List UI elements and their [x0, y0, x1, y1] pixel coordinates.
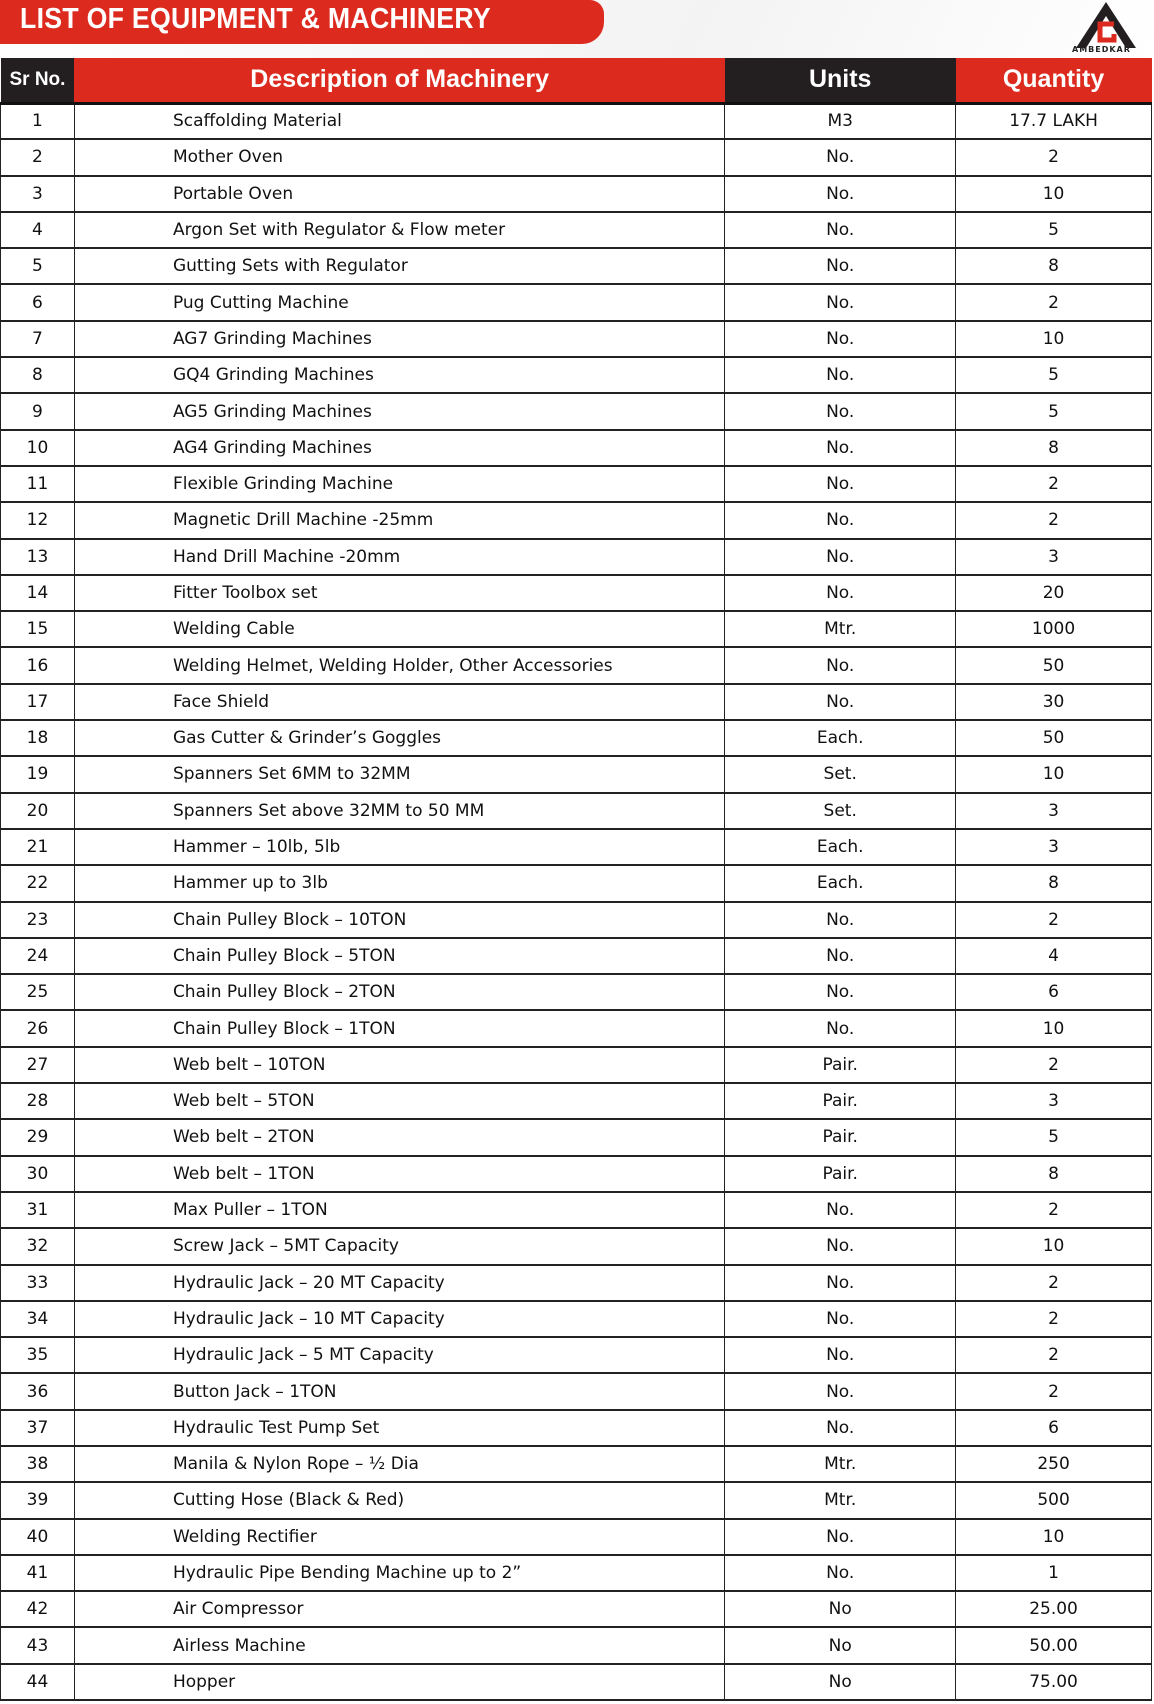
- title-banner: [0, 0, 604, 44]
- cell-description: AG7 Grinding Machines: [74, 321, 724, 357]
- table-row: [1, 1446, 1152, 1482]
- cell-sr-no: 24: [1, 938, 75, 974]
- cell-quantity: 500: [956, 1482, 1152, 1518]
- cell-units: Each.: [725, 829, 956, 865]
- cell-sr-no: 7: [1, 321, 75, 357]
- cell-sr-no: 30: [1, 1156, 75, 1192]
- cell-quantity: 2: [956, 502, 1152, 538]
- cell-description: Chain Pulley Block – 1TON: [74, 1010, 724, 1046]
- cell-quantity: 5: [956, 212, 1152, 248]
- cell-units: No.: [725, 1373, 956, 1409]
- cell-units: Mtr.: [725, 611, 956, 647]
- cell-units: Set.: [725, 793, 956, 829]
- cell-units: No.: [725, 466, 956, 502]
- cell-quantity: 8: [956, 248, 1152, 284]
- cell-description: Hydraulic Jack – 10 MT Capacity: [74, 1301, 724, 1337]
- cell-description: Hammer – 10lb, 5lb: [74, 829, 724, 865]
- cell-description: Max Puller – 1TON: [74, 1192, 724, 1228]
- cell-quantity: 10: [956, 756, 1152, 792]
- table-row: [1, 1627, 1152, 1663]
- table-row: [1, 393, 1152, 429]
- cell-description: AG5 Grinding Machines: [74, 393, 724, 429]
- cell-quantity: 4: [956, 938, 1152, 974]
- cell-quantity: 250: [956, 1446, 1152, 1482]
- cell-quantity: 10: [956, 176, 1152, 212]
- cell-description: Web belt – 10TON: [74, 1047, 724, 1083]
- table-row: [1, 1373, 1152, 1409]
- cell-sr-no: 20: [1, 793, 75, 829]
- header-sr-no: Sr No.: [1, 58, 75, 103]
- cell-description: Web belt – 1TON: [74, 1156, 724, 1192]
- cell-sr-no: 17: [1, 684, 75, 720]
- table-row: [1, 139, 1152, 175]
- cell-quantity: 6: [956, 1410, 1152, 1446]
- cell-quantity: 17.7 LAKH: [956, 103, 1152, 139]
- cell-description: Manila & Nylon Rope – ½ Dia: [74, 1446, 724, 1482]
- cell-units: Pair.: [725, 1119, 956, 1155]
- cell-quantity: 5: [956, 357, 1152, 393]
- cell-description: Hammer up to 3lb: [74, 865, 724, 901]
- cell-description: Chain Pulley Block – 2TON: [74, 974, 724, 1010]
- cell-description: Hopper: [74, 1664, 724, 1700]
- cell-quantity: 50.00: [956, 1627, 1152, 1663]
- cell-units: No: [725, 1664, 956, 1700]
- cell-quantity: 20: [956, 575, 1152, 611]
- cell-sr-no: 12: [1, 502, 75, 538]
- cell-sr-no: 43: [1, 1627, 75, 1663]
- cell-quantity: 2: [956, 284, 1152, 320]
- cell-description: Fitter Toolbox set: [74, 575, 724, 611]
- table-row: [1, 430, 1152, 466]
- table-row: [1, 1156, 1152, 1192]
- cell-units: No.: [725, 1337, 956, 1373]
- cell-quantity: 10: [956, 321, 1152, 357]
- cell-quantity: 10: [956, 1010, 1152, 1046]
- cell-description: Welding Helmet, Welding Holder, Other Accessories: [74, 647, 724, 683]
- cell-sr-no: 21: [1, 829, 75, 865]
- cell-sr-no: 15: [1, 611, 75, 647]
- table-row: [1, 1410, 1152, 1446]
- cell-sr-no: 8: [1, 357, 75, 393]
- cell-quantity: 10: [956, 1519, 1152, 1555]
- cell-sr-no: 13: [1, 539, 75, 575]
- cell-units: Pair.: [725, 1156, 956, 1192]
- cell-sr-no: 37: [1, 1410, 75, 1446]
- cell-sr-no: 34: [1, 1301, 75, 1337]
- cell-description: Spanners Set 6MM to 32MM: [74, 756, 724, 792]
- table-row: [1, 1337, 1152, 1373]
- cell-quantity: 2: [956, 1047, 1152, 1083]
- table-row: [1, 284, 1152, 320]
- cell-quantity: 3: [956, 1083, 1152, 1119]
- table-row: [1, 248, 1152, 284]
- cell-sr-no: 26: [1, 1010, 75, 1046]
- table-row: [1, 793, 1152, 829]
- cell-sr-no: 40: [1, 1519, 75, 1555]
- equipment-table: [0, 58, 1152, 1701]
- table-row: [1, 1083, 1152, 1119]
- cell-sr-no: 39: [1, 1482, 75, 1518]
- table-row: [1, 212, 1152, 248]
- cell-units: No.: [725, 938, 956, 974]
- table-row: [1, 1119, 1152, 1155]
- cell-quantity: 8: [956, 430, 1152, 466]
- cell-description: Chain Pulley Block – 5TON: [74, 938, 724, 974]
- cell-sr-no: 6: [1, 284, 75, 320]
- cell-units: No.: [725, 1519, 956, 1555]
- cell-sr-no: 4: [1, 212, 75, 248]
- cell-description: Hydraulic Test Pump Set: [74, 1410, 724, 1446]
- table-row: [1, 1192, 1152, 1228]
- cell-units: No.: [725, 684, 956, 720]
- cell-quantity: 2: [956, 1337, 1152, 1373]
- cell-description: Chain Pulley Block – 10TON: [74, 902, 724, 938]
- cell-description: Hydraulic Jack – 20 MT Capacity: [74, 1265, 724, 1301]
- cell-sr-no: 38: [1, 1446, 75, 1482]
- cell-quantity: 50: [956, 720, 1152, 756]
- cell-sr-no: 18: [1, 720, 75, 756]
- cell-quantity: 50: [956, 647, 1152, 683]
- cell-quantity: 2: [956, 902, 1152, 938]
- cell-units: No.: [725, 357, 956, 393]
- cell-quantity: 6: [956, 974, 1152, 1010]
- cell-units: No.: [725, 1555, 956, 1591]
- cell-units: No.: [725, 902, 956, 938]
- table-row: [1, 1228, 1152, 1264]
- cell-sr-no: 25: [1, 974, 75, 1010]
- cell-description: Gas Cutter & Grinder’s Goggles: [74, 720, 724, 756]
- cell-sr-no: 23: [1, 902, 75, 938]
- table-row: [1, 357, 1152, 393]
- table-row: [1, 1591, 1152, 1627]
- cell-description: Screw Jack – 5MT Capacity: [74, 1228, 724, 1264]
- cell-quantity: 2: [956, 466, 1152, 502]
- cell-units: No.: [725, 139, 956, 175]
- cell-units: No.: [725, 1265, 956, 1301]
- cell-units: Set.: [725, 756, 956, 792]
- cell-sr-no: 28: [1, 1083, 75, 1119]
- cell-description: Cutting Hose (Black & Red): [74, 1482, 724, 1518]
- table-row: [1, 756, 1152, 792]
- cell-sr-no: 10: [1, 430, 75, 466]
- cell-units: No.: [725, 1228, 956, 1264]
- cell-sr-no: 14: [1, 575, 75, 611]
- cell-sr-no: 1: [1, 103, 75, 139]
- table-row: [1, 539, 1152, 575]
- cell-description: Pug Cutting Machine: [74, 284, 724, 320]
- cell-units: No.: [725, 284, 956, 320]
- table-row: [1, 321, 1152, 357]
- table-row: [1, 1047, 1152, 1083]
- cell-description: Web belt – 2TON: [74, 1119, 724, 1155]
- table-row: [1, 1301, 1152, 1337]
- cell-quantity: 3: [956, 539, 1152, 575]
- cell-quantity: 3: [956, 793, 1152, 829]
- cell-quantity: 1000: [956, 611, 1152, 647]
- table-row: [1, 974, 1152, 1010]
- cell-quantity: 8: [956, 865, 1152, 901]
- table-row: [1, 575, 1152, 611]
- cell-quantity: 5: [956, 1119, 1152, 1155]
- table-row: [1, 611, 1152, 647]
- cell-units: No: [725, 1591, 956, 1627]
- cell-sr-no: 9: [1, 393, 75, 429]
- cell-sr-no: 36: [1, 1373, 75, 1409]
- cell-units: No.: [725, 176, 956, 212]
- cell-description: Welding Rectifier: [74, 1519, 724, 1555]
- cell-description: Flexible Grinding Machine: [74, 466, 724, 502]
- cell-sr-no: 44: [1, 1664, 75, 1700]
- cell-description: Hydraulic Pipe Bending Machine up to 2”: [74, 1555, 724, 1591]
- cell-units: No.: [725, 321, 956, 357]
- cell-description: Scaffolding Material: [74, 103, 724, 139]
- table-row: [1, 1555, 1152, 1591]
- cell-sr-no: 32: [1, 1228, 75, 1264]
- cell-units: No.: [725, 430, 956, 466]
- cell-units: No.: [725, 1301, 956, 1337]
- cell-description: Gutting Sets with Regulator: [74, 248, 724, 284]
- cell-quantity: 5: [956, 393, 1152, 429]
- cell-sr-no: 35: [1, 1337, 75, 1373]
- cell-sr-no: 42: [1, 1591, 75, 1627]
- cell-quantity: 2: [956, 1301, 1152, 1337]
- cell-units: Pair.: [725, 1047, 956, 1083]
- cell-sr-no: 2: [1, 139, 75, 175]
- table-row: [1, 829, 1152, 865]
- cell-quantity: 1: [956, 1555, 1152, 1591]
- cell-description: Argon Set with Regulator & Flow meter: [74, 212, 724, 248]
- cell-quantity: 75.00: [956, 1664, 1152, 1700]
- table-row: [1, 902, 1152, 938]
- cell-sr-no: 29: [1, 1119, 75, 1155]
- cell-units: No.: [725, 974, 956, 1010]
- logo-text: AMBEDKAR: [1072, 45, 1131, 54]
- cell-units: No.: [725, 1410, 956, 1446]
- cell-units: No.: [725, 575, 956, 611]
- cell-description: Spanners Set above 32MM to 50 MM: [74, 793, 724, 829]
- cell-units: No: [725, 1627, 956, 1663]
- cell-sr-no: 3: [1, 176, 75, 212]
- cell-description: Face Shield: [74, 684, 724, 720]
- cell-description: Button Jack – 1TON: [74, 1373, 724, 1409]
- cell-description: GQ4 Grinding Machines: [74, 357, 724, 393]
- cell-description: Magnetic Drill Machine -25mm: [74, 502, 724, 538]
- cell-description: Hand Drill Machine -20mm: [74, 539, 724, 575]
- table-row: [1, 502, 1152, 538]
- cell-units: No.: [725, 502, 956, 538]
- cell-units: No.: [725, 1192, 956, 1228]
- table-row: [1, 466, 1152, 502]
- header-description: Description of Machinery: [74, 58, 724, 103]
- header-units: Units: [725, 58, 956, 103]
- cell-quantity: 3: [956, 829, 1152, 865]
- cell-sr-no: 41: [1, 1555, 75, 1591]
- cell-quantity: 2: [956, 1373, 1152, 1409]
- cell-units: No.: [725, 1010, 956, 1046]
- table-row: [1, 647, 1152, 683]
- table-row: [1, 1519, 1152, 1555]
- table-row: [1, 720, 1152, 756]
- cell-quantity: 8: [956, 1156, 1152, 1192]
- table-row: [1, 1265, 1152, 1301]
- cell-units: No.: [725, 539, 956, 575]
- cell-quantity: 2: [956, 1192, 1152, 1228]
- table-row: [1, 1010, 1152, 1046]
- cell-units: No.: [725, 212, 956, 248]
- cell-units: M3: [725, 103, 956, 139]
- cell-sr-no: 16: [1, 647, 75, 683]
- table-row: [1, 938, 1152, 974]
- cell-description: Welding Cable: [74, 611, 724, 647]
- cell-sr-no: 19: [1, 756, 75, 792]
- cell-units: Mtr.: [725, 1446, 956, 1482]
- cell-sr-no: 11: [1, 466, 75, 502]
- table-row: [1, 103, 1152, 139]
- cell-sr-no: 22: [1, 865, 75, 901]
- header-quantity: Quantity: [956, 58, 1152, 103]
- cell-description: AG4 Grinding Machines: [74, 430, 724, 466]
- cell-units: Each.: [725, 720, 956, 756]
- table-row: [1, 1482, 1152, 1518]
- cell-quantity: 10: [956, 1228, 1152, 1264]
- cell-description: Hydraulic Jack – 5 MT Capacity: [74, 1337, 724, 1373]
- cell-sr-no: 33: [1, 1265, 75, 1301]
- table-row: [1, 684, 1152, 720]
- table-header: [1, 58, 1152, 103]
- page-title: LIST OF EQUIPMENT & MACHINERY: [20, 3, 491, 35]
- cell-quantity: 2: [956, 139, 1152, 175]
- cell-sr-no: 27: [1, 1047, 75, 1083]
- table-row: [1, 865, 1152, 901]
- cell-units: No.: [725, 393, 956, 429]
- table-row: [1, 176, 1152, 212]
- cell-description: Web belt – 5TON: [74, 1083, 724, 1119]
- cell-description: Mother Oven: [74, 139, 724, 175]
- cell-units: No.: [725, 248, 956, 284]
- cell-units: Mtr.: [725, 1482, 956, 1518]
- cell-description: Portable Oven: [74, 176, 724, 212]
- cell-description: Air Compressor: [74, 1591, 724, 1627]
- cell-quantity: 2: [956, 1265, 1152, 1301]
- cell-units: Each.: [725, 865, 956, 901]
- cell-sr-no: 5: [1, 248, 75, 284]
- cell-quantity: 30: [956, 684, 1152, 720]
- table-row: [1, 1664, 1152, 1700]
- cell-description: Airless Machine: [74, 1627, 724, 1663]
- cell-units: No.: [725, 647, 956, 683]
- cell-sr-no: 31: [1, 1192, 75, 1228]
- cell-quantity: 25.00: [956, 1591, 1152, 1627]
- cell-units: Pair.: [725, 1083, 956, 1119]
